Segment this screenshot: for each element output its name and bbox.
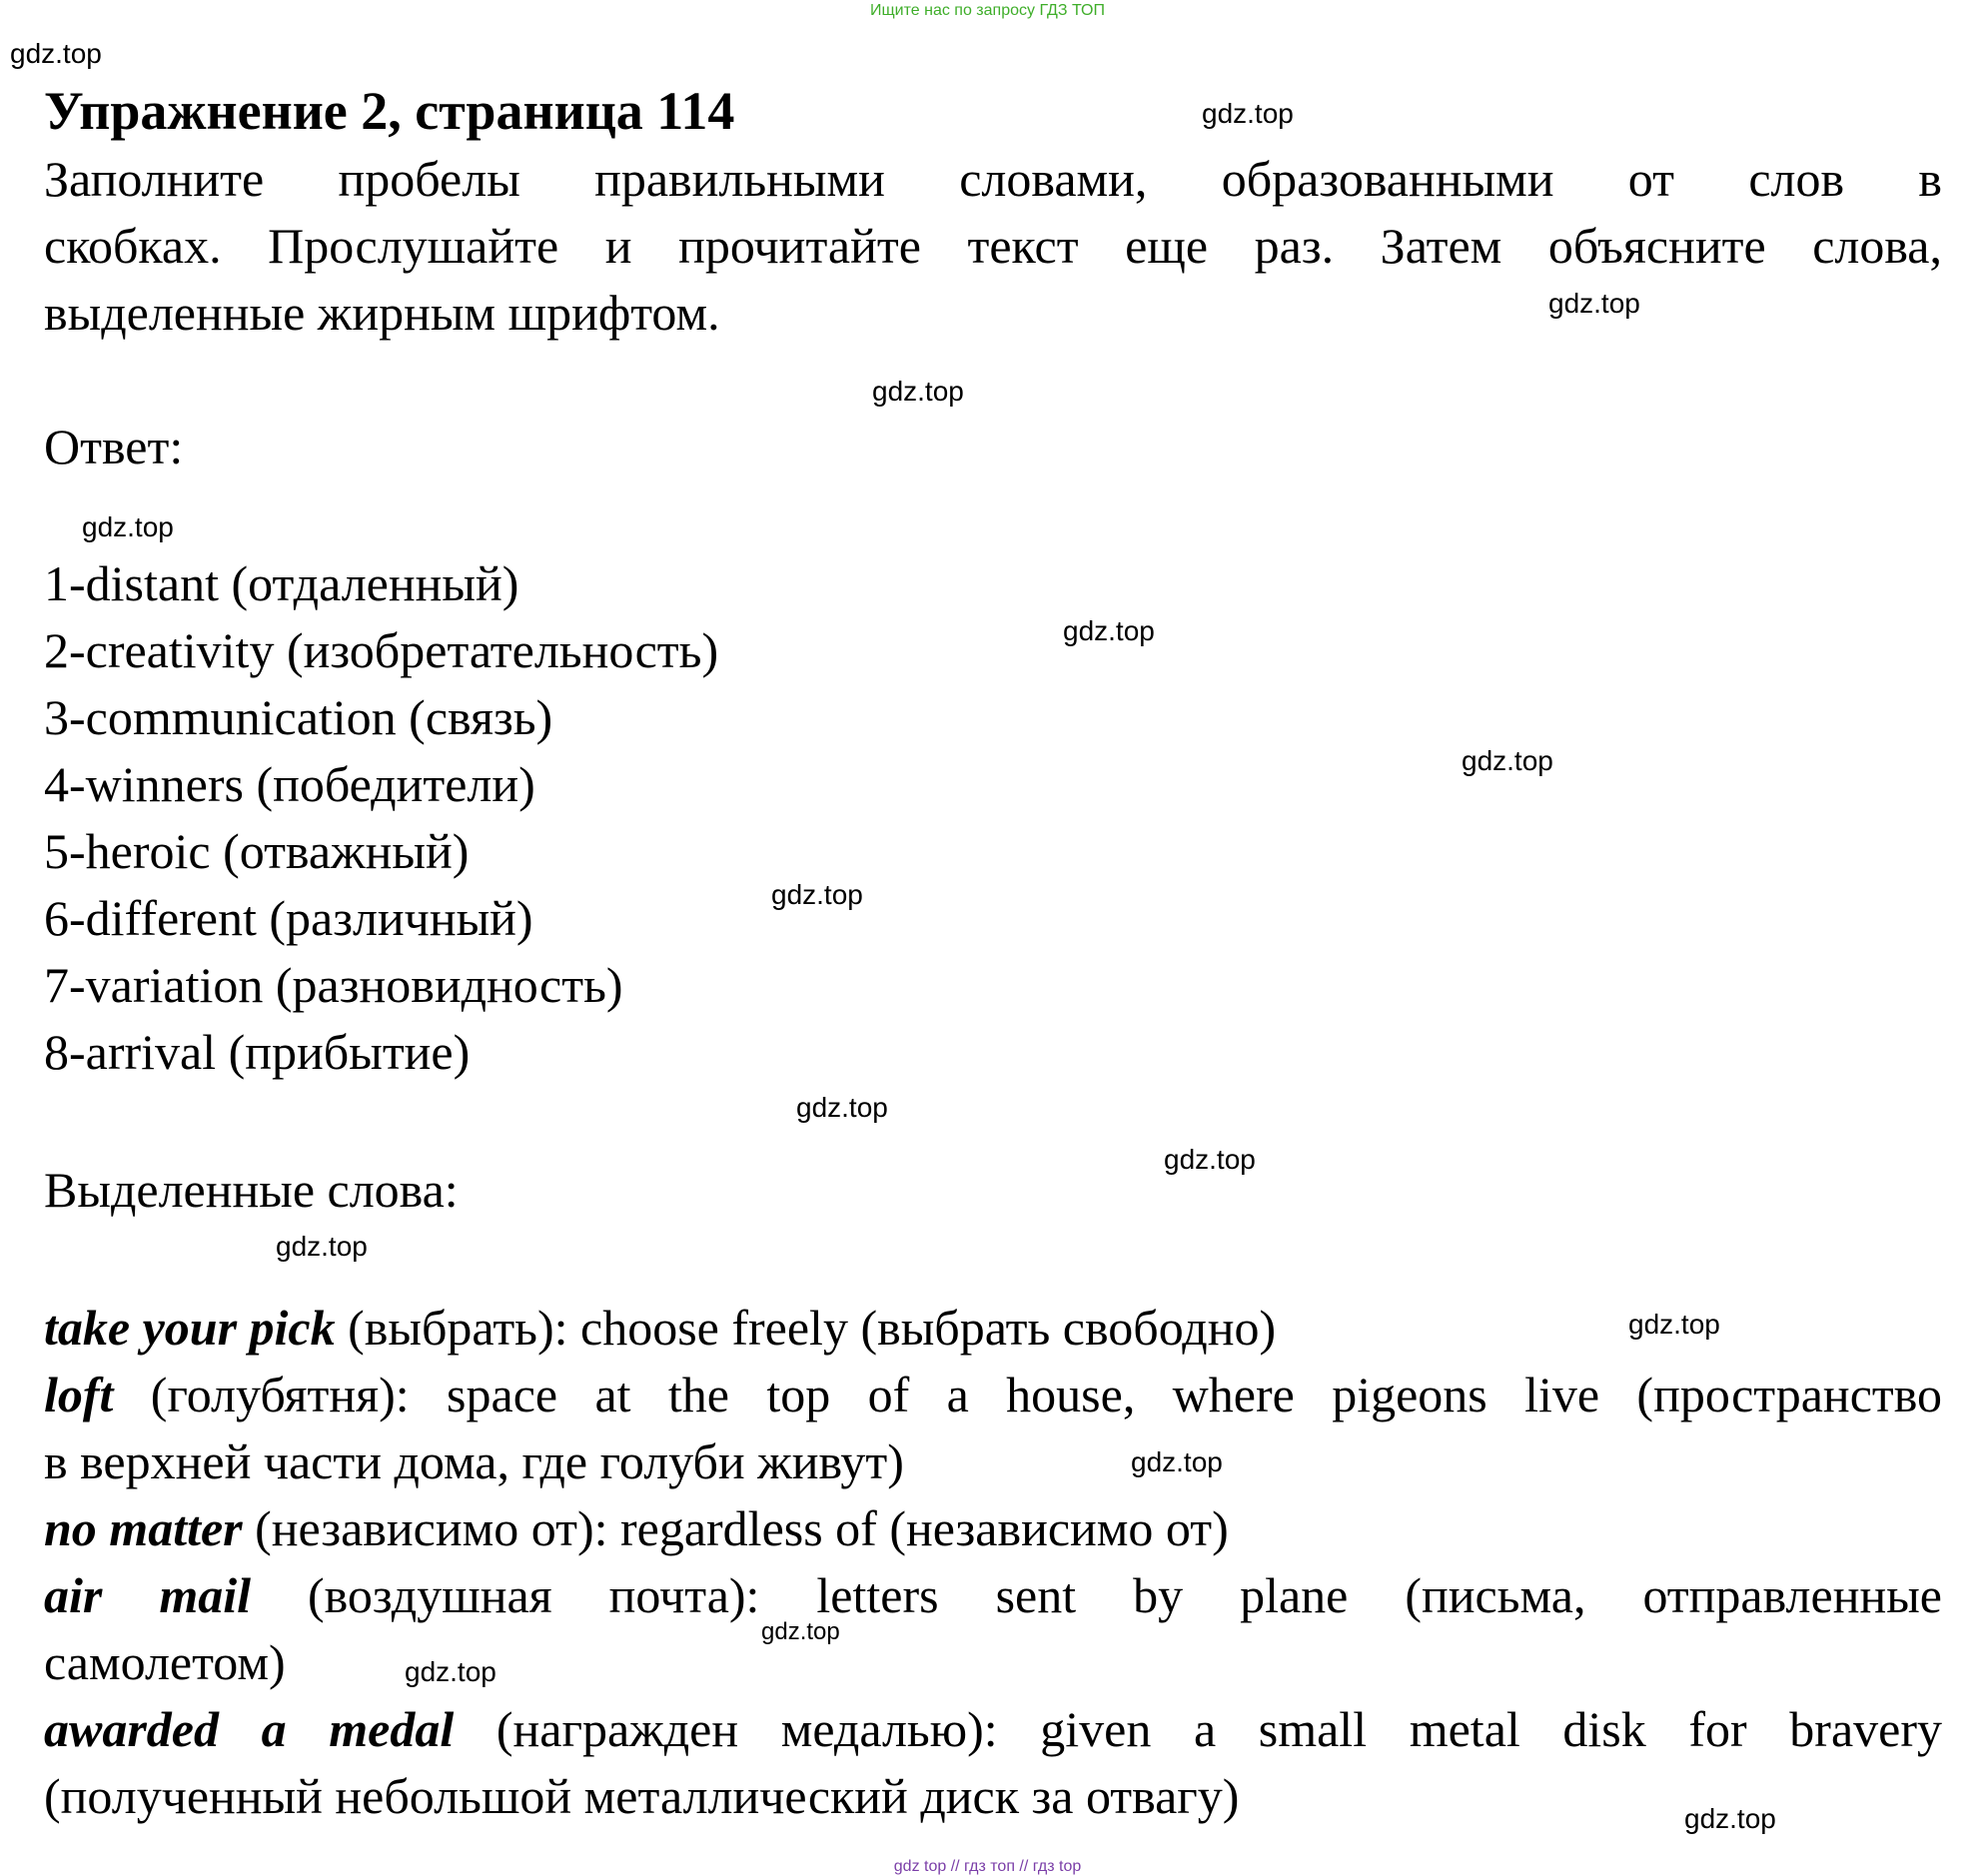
watermark: gdz.top <box>1131 1446 1223 1477</box>
answer-label: Ответ: <box>44 419 184 474</box>
answer-item: 7-variation (разновидность) <box>44 957 623 1013</box>
watermark: gdz.top <box>771 879 863 910</box>
term: loft <box>44 1367 114 1422</box>
page-title: Упражнение 2, страница 114 <box>44 81 735 141</box>
answer-item: 6-different (различный) <box>44 890 533 946</box>
task-line-3: выделенные жирным шрифтом. <box>44 285 720 341</box>
definition-no-matter <box>44 1495 1942 1562</box>
answer-item: 3-communication (связь) <box>44 689 553 745</box>
term: take your pick <box>44 1300 336 1356</box>
watermark: gdz.top <box>796 1092 888 1123</box>
definition-text: (независимо от): regardless of (независимо от) <box>242 1500 1229 1556</box>
definition-awarded-a-medal <box>44 1696 1942 1763</box>
watermark: gdz.top <box>1164 1144 1256 1175</box>
term: air mail <box>44 1567 252 1623</box>
watermark: gdz.top <box>1462 745 1553 776</box>
task-line-1: Заполните пробелы правильными словами, образованными от слов в <box>44 151 1942 207</box>
term: awarded a medal <box>44 1701 455 1757</box>
watermark: gdz.top <box>276 1231 368 1262</box>
answer-item: 1-distant (отдаленный) <box>44 555 519 611</box>
definition-air-mail <box>44 1562 1942 1629</box>
watermark: gdz.top <box>405 1656 496 1687</box>
watermark: gdz.top <box>872 376 964 407</box>
answer-item: 5-heroic (отважный) <box>44 823 470 879</box>
term: no matter <box>44 1500 243 1556</box>
answer-item: 8-arrival (прибытие) <box>44 1024 471 1080</box>
definition-text: (воздушная почта): letters sent by plane (письма, отправленные <box>251 1567 1942 1623</box>
task-line-2: скобках. Прослушайте и прочитайте текст еще раз. Затем объясните слова, <box>44 218 1942 274</box>
answer-item: 2-creativity (изобретательность) <box>44 622 719 678</box>
definition-loft-cont: в верхней части дома, где голуби живут) <box>44 1433 904 1489</box>
definition-text: (награжден медалью): given a small metal disk for bravery <box>454 1701 1942 1757</box>
watermark: gdz.top <box>82 511 174 542</box>
watermark: gdz.top <box>1548 288 1640 319</box>
watermark: gdz.top <box>1063 615 1155 646</box>
watermark: gdz.top <box>10 38 102 69</box>
definition-awarded-a-medal-cont: (полученный небольшой металлический диск за отвагу) <box>44 1768 1240 1824</box>
footer-links: gdz top // гдз топ // гдз top <box>893 1858 1082 1875</box>
watermark: gdz.top <box>761 1618 840 1645</box>
watermark: gdz.top <box>1628 1309 1720 1340</box>
search-banner: Ищите нас по запросу ГДЗ ТОП <box>870 2 1105 19</box>
watermark: gdz.top <box>1202 98 1294 129</box>
definition-text: (голубятня): space at the top of a house, where pigeons live (пространство <box>113 1367 1942 1422</box>
highlighted-words-label: Выделенные слова: <box>44 1162 459 1218</box>
definition-air-mail-cont: самолетом) <box>44 1634 286 1690</box>
definition-loft <box>44 1362 1942 1428</box>
watermark: gdz.top <box>1684 1803 1776 1834</box>
definition-text: (выбрать): choose freely (выбрать свободно) <box>335 1300 1277 1356</box>
answer-item: 4-winners (победители) <box>44 756 535 812</box>
